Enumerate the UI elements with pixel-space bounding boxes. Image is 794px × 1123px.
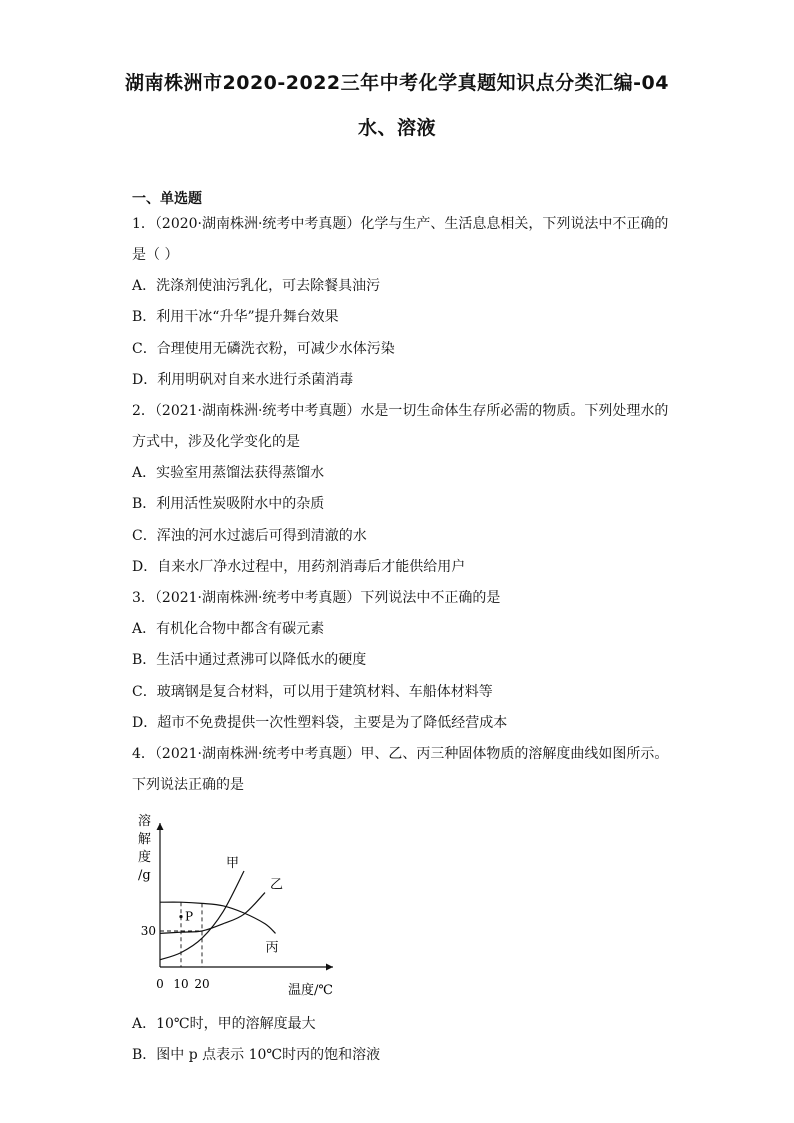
q2-option-c: C．浑浊的河水过滤后可得到清澈的水 xyxy=(132,528,367,544)
doc-title-line1: 湖南株洲市2020-2022三年中考化学真题知识点分类汇编-04 xyxy=(125,72,669,94)
q2-stem-line1: 2．（2021·湖南株洲·统考中考真题）水是一切生命体生存所必需的物质。下列处理水的 xyxy=(132,403,669,419)
y-tick-label: 30 xyxy=(140,924,156,938)
section-heading: 一、单选题 xyxy=(132,191,202,207)
series-label: 甲 xyxy=(226,856,240,871)
q1-option-d: D．利用明矾对自来水进行杀菌消毒 xyxy=(132,372,354,388)
point-p-group xyxy=(179,910,193,924)
q1-option-b: B．利用干冰“升华”提升舞台效果 xyxy=(132,309,339,325)
series-curve xyxy=(160,902,276,933)
x-tick-label: 20 xyxy=(194,977,210,991)
q1-option-c: C．合理使用无磷洗衣粉，可减少水体污染 xyxy=(132,341,395,357)
q2-option-b: B．利用活性炭吸附水中的杂质 xyxy=(132,496,325,512)
q4-option-b: B．图中 p 点表示 10℃时丙的饱和溶液 xyxy=(132,1047,381,1063)
q1-option-a: A．洗涤剂使油污乳化，可去除餐具油污 xyxy=(132,278,381,294)
q3-option-c: C．玻璃钢是复合材料，可以用于建筑材料、车船体材料等 xyxy=(132,684,493,700)
q2-option-a: A．实验室用蒸馏法获得蒸馏水 xyxy=(132,465,325,481)
series-label: 丙 xyxy=(265,940,279,956)
q4-stem-line2: 下列说法正确的是 xyxy=(132,777,244,793)
q4-stem-line1: 4．（2021·湖南株洲·统考中考真题）甲、乙、丙三种固体物质的溶解度曲线如图所示。 xyxy=(132,746,669,762)
y-tick-labels xyxy=(141,924,156,938)
series-curves xyxy=(160,871,276,960)
doc-title-line2: 水、溶液 xyxy=(357,117,436,139)
q3-option-d: D．超市不免费提供一次性塑料袋，主要是为了降低经营成本 xyxy=(132,715,508,731)
point-p-marker xyxy=(179,915,182,918)
x-axis-label: 温度/℃ xyxy=(288,983,333,998)
q1-stem-line2: 是（ ） xyxy=(132,247,179,263)
y-label-char: 度 xyxy=(138,850,152,865)
y-label-char: 溶 xyxy=(138,814,152,829)
series-labels xyxy=(226,856,283,955)
x-tick-label: 0 xyxy=(156,977,164,991)
solubility-chart xyxy=(128,805,353,1000)
q3-option-b: B．生活中通过煮沸可以降低水的硬度 xyxy=(132,652,367,668)
q4-option-a: A．10℃时，甲的溶解度最大 xyxy=(132,1016,316,1032)
q2-stem-line2: 方式中，涉及化学变化的是 xyxy=(132,434,300,450)
q3-stem-line1: 3．（2021·湖南株洲·统考中考真题）下列说法中不正确的是 xyxy=(132,590,501,606)
series-curve xyxy=(160,893,265,934)
y-axis-label xyxy=(138,813,151,883)
q1-stem-line1: 1．（2020·湖南株洲·统考中考真题）化学与生产、生活息息相关，下列说法中不正确的 xyxy=(132,216,669,232)
series-label: 乙 xyxy=(270,877,284,893)
y-label-char: 解 xyxy=(138,832,152,847)
q2-option-d: D．自来水厂净水过程中，用药剂消毒后才能供给用户 xyxy=(132,559,466,575)
x-tick-labels xyxy=(156,977,209,991)
dashed-guides xyxy=(160,902,202,967)
q3-option-a: A．有机化合物中都含有碳元素 xyxy=(132,621,325,637)
x-tick-label: 10 xyxy=(173,977,189,991)
point-p-label: P xyxy=(185,909,194,924)
y-label-char: /g xyxy=(138,868,151,883)
